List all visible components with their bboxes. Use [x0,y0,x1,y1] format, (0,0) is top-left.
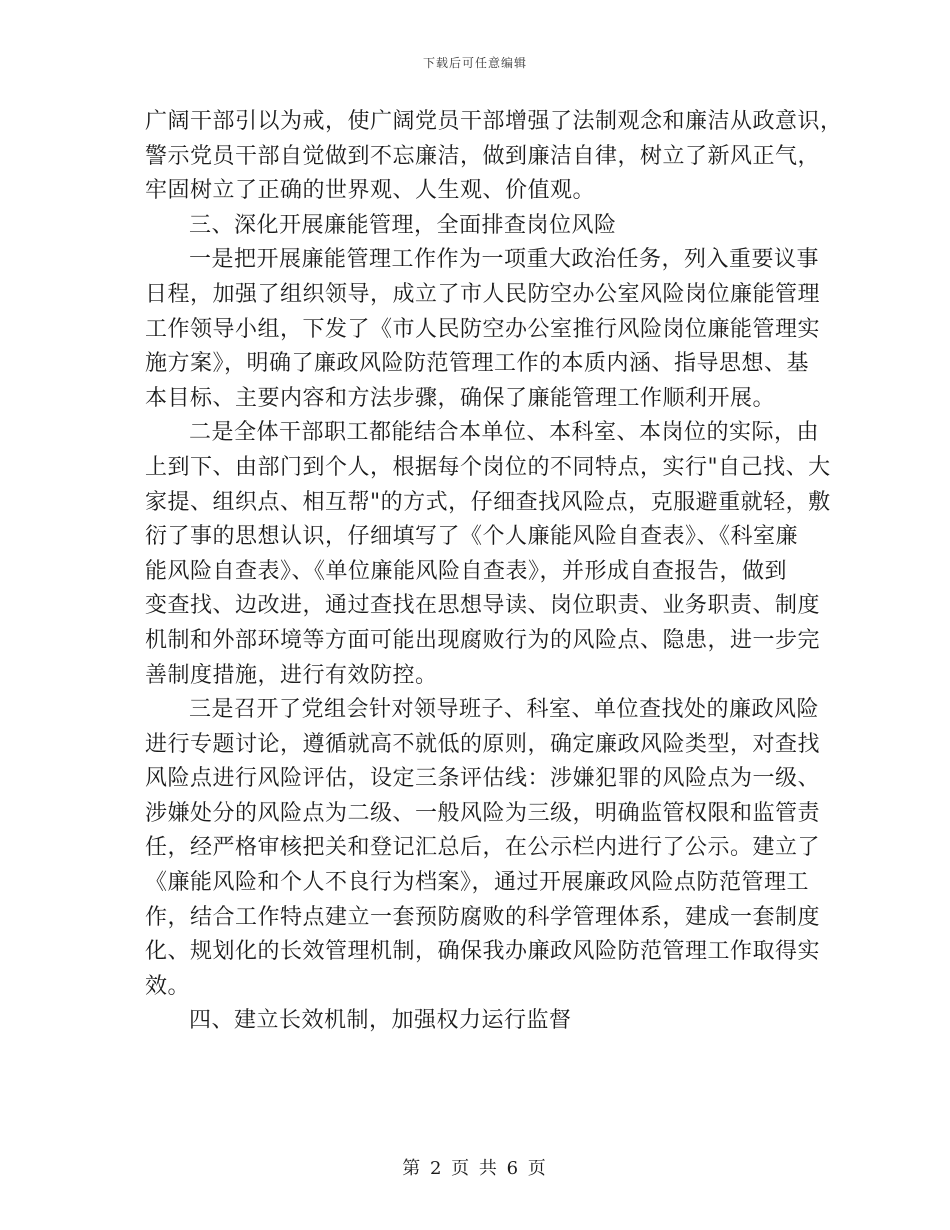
text-line: 家提、组织点、相互帮"的方式，仔细查找风险点，克服避重就轻，敷 [145,489,831,515]
text-line: 任，经严格审核把关和登记汇总后，在公示栏内进行了公示。建立了 [145,835,821,861]
text-line: 三、深化开展廉能管理，全面排查岗位风险 [189,212,617,238]
page-footer: 第 2 页 共 6 页 [402,1158,548,1179]
text-line: 日程，加强了组织领导，成立了市人民防空办公室风险岗位廉能管理 [145,281,821,307]
text-line: 作，结合工作特点建立一套预防腐败的科学管理体系，建成一套制度 [145,904,821,930]
text-line: 衍了事的思想认识，仔细填写了《个人廉能风险自查表》、《科室廉 [145,524,799,550]
text-line: 警示党员干部自觉做到不忘廉洁，做到廉洁自律，树立了新风正气， [145,143,821,169]
text-line: 牢固树立了正确的世界观、人生观、价值观。 [145,178,596,204]
text-line: 广阔干部引以为戒，使广阔党员干部增强了法制观念和廉洁从政意识， [145,109,843,134]
text-line: 风险点进行风险评估，设定三条评估线：涉嫌犯罪的风险点为一级、 [145,766,821,792]
text-line: 上到下、由部门到个人，根据每个岗位的不同特点，实行"自己找、大 [145,454,831,480]
text-line: 施方案》，明确了廉政风险防范管理工作的本质内涵、指导思想、基 [145,351,810,377]
text-line: 工作领导小组，下发了《市人民防空办公室推行风险岗位廉能管理实 [145,316,821,342]
text-line: 《廉能风险和个人不良行为档案》，通过开展廉政风险点防范管理工 [145,870,810,896]
text-line: 四、建立长效机制，加强权力运行监督 [189,1008,572,1034]
text-line: 涉嫌处分的风险点为二级、一般风险为三级，明确监管权限和监管责 [145,800,821,826]
text-line: 效。 [145,973,191,999]
text-line: 一是把开展廉能管理工作作为一项重大政治任务，列入重要议事 [189,247,820,273]
text-line: 进行专题讨论，遵循就高不就低的原则，确定廉政风险类型，对查找 [145,731,821,757]
document-body [145,105,843,1039]
page-header: 下载后可任意编辑 [422,56,527,70]
text-line: 变查找、边改进，通过查找在思想导读、岗位职责、业务职责、制度 [145,593,821,619]
text-line: 机制和外部环境等方面可能出现腐败行为的风险点、隐患，进一步完 [145,627,821,653]
text-line: 二是全体干部职工都能结合本单位、本科室、本岗位的实际，由 [189,420,820,446]
text-line: 能风险自查表》、《单位廉能风险自查表》，并形成自查报告，做到 [145,558,788,584]
text-line: 本目标、主要内容和方法步骤，确保了廉能管理工作顺利开展。 [145,385,776,411]
text-line: 善制度措施，进行有效防控。 [145,662,438,688]
text-line: 化、规划化的长效管理机制，确保我办廉政风险防范管理工作取得实 [145,939,821,965]
text-line: 三是召开了党组会针对领导班子、科室、单位查找处的廉政风险 [189,697,820,723]
